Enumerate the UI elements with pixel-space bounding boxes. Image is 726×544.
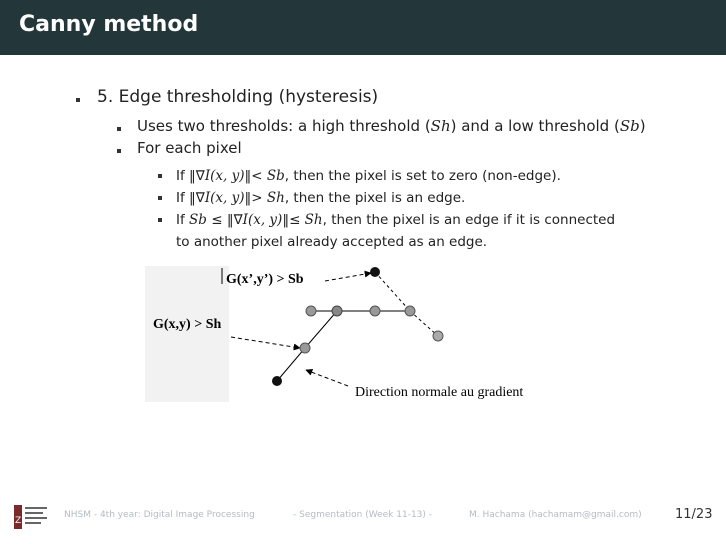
footer-course: NHSM - 4th year: Digital Image Processing: [64, 510, 255, 520]
step-heading: 5. Edge thresholding (hysteresis): [97, 87, 379, 107]
bullet-icon: [117, 149, 121, 153]
edge-segment-lower: [277, 348, 305, 381]
pixel-2: [332, 306, 342, 316]
footer-section: - Segmentation (Week 11-13) -: [293, 510, 433, 520]
hysteresis-figure: [145, 266, 575, 402]
page-number: 11/23: [675, 507, 713, 522]
thresholds-item: Uses two thresholds: a high threshold (Sh) and a low threshold (Sb): [137, 117, 646, 135]
pixel-5: [433, 331, 443, 341]
bullet-icon: [76, 98, 80, 102]
label-mid: G(x,y) > Sh: [153, 317, 222, 332]
pixel-4: [405, 306, 415, 316]
arrow-top: [325, 273, 371, 281]
arrow-bottom: [306, 370, 348, 386]
pixel-current: [300, 343, 310, 353]
footer: [0, 500, 726, 544]
label-top: G(x’,y’) > Sb: [226, 272, 304, 287]
bullet-icon: [158, 218, 162, 222]
bullet-icon: [158, 174, 162, 178]
pixel-3: [370, 306, 380, 316]
rule-edge: If ‖∇I(x, y)‖> Sh, then the pixel is an edge.: [176, 190, 466, 206]
pixel-low: [272, 376, 282, 386]
pixel-high-top: [370, 267, 380, 277]
hysteresis-diagram: [145, 266, 575, 402]
dashed-line-1: [375, 272, 410, 311]
rule-connected: If Sb ≤ ‖∇I(x, y)‖≤ Sh, then the pixel is an edge if it is connected to another pixel already accepted as an edge.: [176, 212, 616, 250]
bullet-icon: [158, 196, 162, 200]
pixel-1: [306, 306, 316, 316]
svg-text:Z: Z: [15, 516, 22, 526]
title-bar: [0, 0, 726, 55]
dashed-line-2: [410, 311, 438, 336]
edge-segment-upper: [305, 311, 337, 348]
label-bottom: Direction normale au gradient: [355, 385, 524, 400]
institution-logo-icon: [14, 505, 50, 529]
bullet-icon: [117, 127, 121, 131]
rule-non-edge: If ‖∇I(x, y)‖< Sb, then the pixel is set to zero (non-edge).: [176, 168, 561, 184]
for-each-pixel-item: For each pixel: [137, 139, 242, 157]
arrow-mid: [231, 337, 300, 348]
footer-author: M. Hachama (hachamam@gmail.com): [469, 510, 642, 520]
slide-title: Canny method: [19, 12, 199, 37]
